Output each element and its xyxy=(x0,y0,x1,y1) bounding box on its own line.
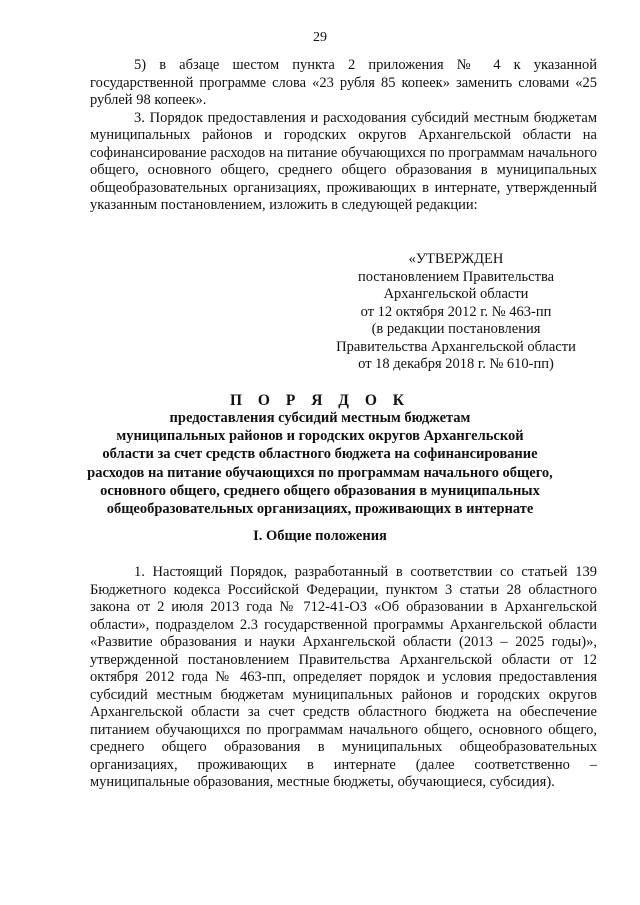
paragraph-1: 1. Настоящий Порядок, разработанный в соответствии со статьей 139 Бюджетного кодекса Российской Федерации, пунктом 3 статьи 28 областного закона от 2 июля 2013 года № 712-41-ОЗ «Об образовании в Архангельской области», подразделом 2.3 государственной программы Архангельской области «Развитие образования и науки Архангельской области (2013 – 2025 годы)», утвержденной постановлением Правительства Архангельской области от 12 октября 2012 года № 463-пп, определяет порядок и условия предоставления субсидий местным бюджетам муниципальных районов и городских округов Архангельской области за счет средств областного бюджета на обеспечение питанием обучающихся по программам начального общего, основного общего, среднего общего образования в муниципальных общеобразовательных организациях, проживающих в интернате (далее соответственно – муниципальные образования, местные бюджеты, обучающиеся, субсидия). xyxy=(90,564,597,790)
subtitle-line: области за счет средств областного бюджета на софинансирование xyxy=(102,446,538,463)
main-text-block xyxy=(90,564,597,792)
approval-line: Архангельской области xyxy=(383,286,529,302)
subtitle-line: муниципальных районов и городских округов Архангельской xyxy=(116,428,524,445)
approval-line: (в редакции постановления xyxy=(371,321,541,337)
document-subtitle xyxy=(80,409,560,518)
subtitle-line: основного общего, среднего общего образования в муниципальных xyxy=(100,482,540,499)
approval-stamp xyxy=(316,251,596,374)
approval-line: от 12 октября 2012 г. № 463-пп xyxy=(360,303,552,320)
subtitle-line: общеобразовательных организациях, проживающих в интернате xyxy=(106,501,534,518)
paragraph-item-3: 3. Порядок предоставления и расходования субсидий местным бюджетам муниципальных районов и городских округов Архангельской области на софинансирование расходов на питание обучающихся по программам начального общего, основного общего, среднего общего образования в муниципальных общеобразовательных организациях, проживающих в интернате, утвержденный указанным постановлением, изложить в следующей редакции: xyxy=(90,109,597,213)
document-title: П О Р Я Д О К xyxy=(230,392,410,409)
section-heading: I. Общие положения xyxy=(253,528,387,544)
approval-line: Правительства Архангельской области xyxy=(336,338,576,355)
intro-block xyxy=(90,57,597,215)
subtitle-line: предоставления субсидий местным бюджетам xyxy=(169,410,471,426)
paragraph-item-5: 5) в абзаце шестом пункта 2 приложения № 4 к указанной государственной программе слова «23 рубля 85 копеек» заменить словами «25 рублей 98 копеек». xyxy=(90,57,597,108)
subtitle-line: расходов на питание обучающихся по программам начального общего, xyxy=(87,464,553,481)
approval-line: постановлением Правительства xyxy=(357,268,555,285)
page-number: 29 xyxy=(313,30,327,45)
approval-line: «УТВЕРЖДЕН xyxy=(408,251,504,267)
approval-line: от 18 декабря 2018 г. № 610-пп) xyxy=(358,356,554,372)
